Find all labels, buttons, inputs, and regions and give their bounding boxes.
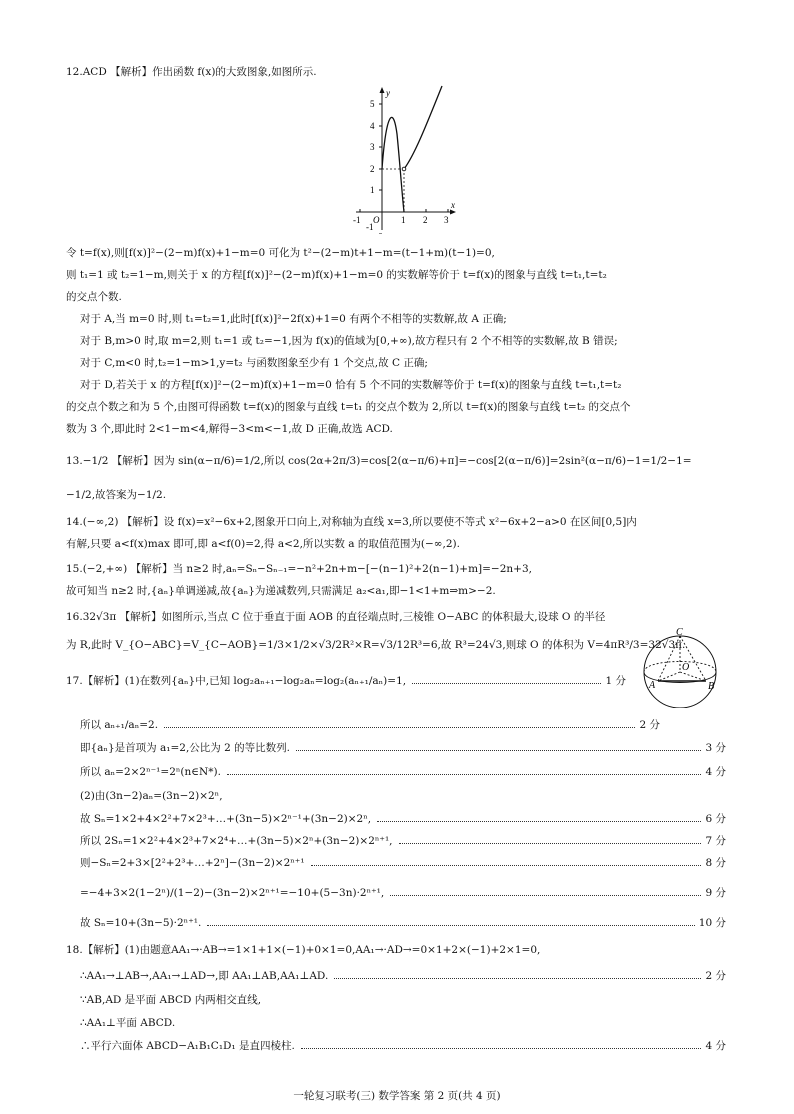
q17-step: 所以 aₙ=2×2ⁿ⁻¹=2ⁿ(n∈N*). 4 分 xyxy=(80,766,726,778)
q17-step: 故 Sₙ=10+(3n−5)·2ⁿ⁺¹. 10 分 xyxy=(80,917,726,929)
y-axis-label: y xyxy=(386,88,390,98)
origin-label: O xyxy=(373,215,380,225)
q12-line: 对于 A,当 m=0 时,则 t₁=t₂=1,此时[f(x)]²−2f(x)+1=0 有两个不相等的实数解,故 A 正确; xyxy=(80,313,507,325)
x-axis-arrow xyxy=(450,210,456,215)
q13-line: −1/2,故答案为−1/2. xyxy=(66,489,167,501)
sphere-equator-back xyxy=(644,662,716,673)
page-footer: 一轮复习联考(三) 数学答案 第 2 页(共 4 页) xyxy=(293,1090,501,1102)
q14-line: 14.(−∞,2) 【解析】设 f(x)=x²−6x+2,图象开口向上,对称轴为直线 x=3,所以要使不等式 x²−6x+2−a>0 在区间[0,5]内 xyxy=(66,516,637,528)
q17-step: 所以 2Sₙ=1×2²+4×2³+7×2⁴+…+(3n−5)×2ⁿ+(3n−2)×2ⁿ⁺¹, 7 分 xyxy=(80,835,726,847)
q13-line: 13.−1/2 【解析】因为 sin(α−π/6)=1/2,所以 cos(2α+2π/3)=cos[2(α−π/6)+π]=−cos[2(α−π/6)]=2sin²(α−π/6)−1=1/2−1= xyxy=(66,455,692,467)
graph-curve-left xyxy=(382,117,404,212)
q12-line: 则 t₁=1 或 t₂=1−m,则关于 x 的方程[f(x)]²−(2−m)f(x)+1−m=0 的实数解等价于 t=f(x)的图象与直线 t=t₁,t=t₂ xyxy=(66,269,607,281)
q16-line: 16.32√3π 【解析】如图所示,当点 C 位于垂直于面 AOB 的直径端点时,三棱锥 O−ABC 的体积最大,设球 O 的半径 xyxy=(66,611,606,623)
q12-line: 数为 3 个,即此时 2<1−m<4,解得−3<m<−1,故 D 正确,故选 ACD. xyxy=(66,423,393,435)
sphere-figure xyxy=(632,628,732,712)
q17-step: (2)由(3n−2)aₙ=(3n−2)×2ⁿ, xyxy=(80,790,223,802)
function-graph xyxy=(348,84,460,238)
q15-line: 故可知当 n≥2 时,{aₙ}单调递减,故{aₙ}为递减数列,只需满足 a₂<a₁,即−1<1+m⇒m>−2. xyxy=(66,585,496,597)
svg-text:A: A xyxy=(649,680,656,691)
q17-step: 故 Sₙ=1×2+4×2²+7×2³+…+(3n−5)×2ⁿ⁻¹+(3n−2)×2ⁿ, 6 分 xyxy=(80,813,726,825)
q17-step: 则−Sₙ=2+3×[2²+2³+…+2ⁿ]−(3n−2)×2ⁿ⁺¹ 8 分 xyxy=(80,857,726,869)
q14-line: 有解,只要 a<f(x)max 即可,即 a<f(0)=2,得 a<2,所以实数 a 的取值范围为(−∞,2). xyxy=(66,538,460,550)
q16-line: 为 R,此时 V_{O−ABC}=V_{C−AOB}=1/3×1/2×√3/2R²×R=√3/12R³=6,故 R³=24√3,则球 O 的体积为 V=4πR³/3=32√3π. xyxy=(66,639,686,651)
q15-line: 15.(−2,+∞) 【解析】当 n≥2 时,aₙ=Sₙ−Sₙ₋₁=−n²+2n+m−[−(n−1)²+2(n−1)+m]=−2n+3, xyxy=(66,563,532,575)
svg-text:1: 1 xyxy=(401,215,406,225)
svg-text:B: B xyxy=(708,681,715,692)
svg-text:3: 3 xyxy=(444,215,449,225)
svg-text:1: 1 xyxy=(370,185,375,195)
graph-curve-right xyxy=(404,86,442,169)
svg-text:C: C xyxy=(676,628,683,638)
svg-text:3: 3 xyxy=(370,142,375,152)
q12-header: 12.ACD 【解析】作出函数 f(x)的大致图象,如图所示. xyxy=(66,66,317,78)
q12-line: 对于 D,若关于 x 的方程[f(x)]²−(2−m)f(x)+1−m=0 恰有 5 个不同的实数解等价于 t=f(x)的图象与直线 t=t₁,t=t₂ xyxy=(80,379,622,391)
y-axis-arrow xyxy=(380,87,385,93)
q18-step: ∴AA₁⊥平面 ABCD. xyxy=(80,1017,176,1029)
q18-step: ∴AA₁→⊥AB→,AA₁→⊥AD→,即 AA₁⊥AB,AA₁⊥AD. 2 分 xyxy=(80,970,726,982)
svg-text:2: 2 xyxy=(370,164,375,174)
x-axis-label: x xyxy=(451,200,455,210)
q18-step: ∴平行六面体 ABCD−A₁B₁C₁D₁ 是直四棱柱. 4 分 xyxy=(80,1040,726,1052)
q17-step: 所以 aₙ₊₁/aₙ=2. 2 分 xyxy=(80,719,660,731)
q12-line: 令 t=f(x),则[f(x)]²−(2−m)f(x)+1−m=0 可化为 t²−(2−m)t+1−m=(t−1+m)(t−1)=0, xyxy=(66,247,495,259)
q12-line: 的交点个数. xyxy=(66,291,122,303)
q17-step: 17.【解析】(1)在数列{aₙ}中,已知 log₂aₙ₊₁−log₂aₙ=log₂(aₙ₊₁/aₙ)=1, 1 分 xyxy=(66,675,626,687)
q17-step: 即{aₙ}是首项为 a₁=2,公比为 2 的等比数列. 3 分 xyxy=(80,742,726,754)
q18-step: 18.【解析】(1)由题意AA₁→·AB→=1×1+1×(−1)+0×1=0,AA₁→·AD→=0×1+2×(−1)+2×1=0, xyxy=(66,944,541,956)
q18-step: ∵AB,AD 是平面 ABCD 内两相交直线, xyxy=(80,994,262,1006)
q17-step: =−4+3×2(1−2ⁿ)/(1−2)−(3n−2)×2ⁿ⁺¹=−10+(5−3n)·2ⁿ⁺¹, 9 分 xyxy=(80,887,726,899)
q12-line: 对于 C,m<0 时,t₂=1−m>1,y=t₂ 与函数图象至少有 1 个交点,故 C 正确; xyxy=(80,357,428,369)
svg-text:4: 4 xyxy=(370,121,375,131)
q12-line: 对于 B,m>0 时,取 m=2,则 t₁=1 或 t₂=−1,因为 f(x)的值域为[0,+∞),故方程只有 2 个不相等的实数解,故 B 错误; xyxy=(80,335,618,347)
svg-text:-1: -1 xyxy=(366,222,374,232)
svg-text:2: 2 xyxy=(423,215,428,225)
svg-text:-1: -1 xyxy=(353,215,361,225)
svg-text:O: O xyxy=(682,662,690,673)
q12-line: 的交点个数之和为 5 个,由图可得函数 t=f(x)的图象与直线 t=t₁ 的交点个数为 2,所以 t=f(x)的图象与直线 t=t₂ 的交点个 xyxy=(66,401,631,413)
svg-text:5: 5 xyxy=(370,99,375,109)
